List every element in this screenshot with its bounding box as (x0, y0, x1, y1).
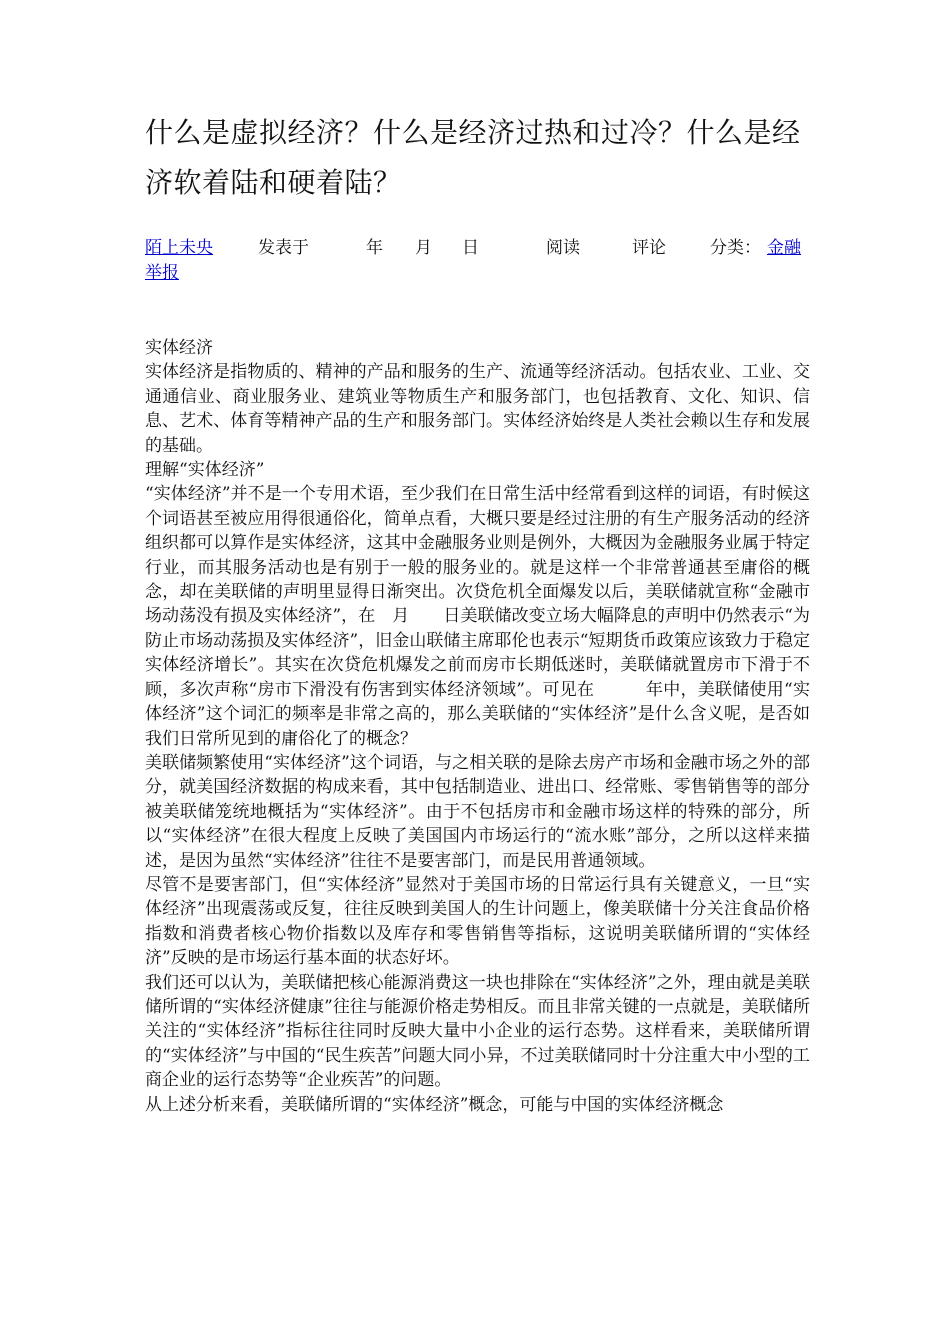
body-paragraph: 实体经济是指物质的、精神的产品和服务的生产、流通等经济活动。包括农业、工业、交通通信业、商业服务业、建筑业等物质生产和服务部门，也包括教育、文化、知识、信息、艺术、体育等精神产品的生产和服务部门。实体经济始终是人类社会赖以生存和发展的基础。 (145, 362, 810, 456)
section-heading: 实体经济 (145, 338, 213, 358)
meta-row (145, 236, 810, 261)
report-link[interactable]: 举报 (145, 263, 179, 283)
body-paragraph: 尽管不是要害部门，但“实体经济”显然对于美国市场的日常运行具有关键意义，一旦“实体经济”出现震荡或反复，往往反映到美国人的生计问题上，像美联储十分关注食品价格指数和消费者核心物价指数以及库存和零售销售等指标，这说明美联储所谓的“实体经济”反映的是市场运行基本面的状态好坏。 (145, 874, 810, 969)
category-link[interactable]: 金融 (767, 238, 801, 258)
read-count-label: 阅读 (546, 238, 580, 258)
month-label: 月 (415, 238, 432, 258)
article-title: 什么是虚拟经济？什么是经济过热和过冷？什么是经济软着陆和硬着陆？ (145, 116, 801, 199)
body-paragraph: 从上述分析来看，美联储所谓的“实体经济”概念，可能与中国的实体经济概念 (145, 1094, 724, 1115)
author-link[interactable]: 陌上未央 (145, 238, 213, 258)
article-meta (145, 236, 810, 286)
body-paragraph: “实体经济”并不是一个专用术语，至少我们在日常生活中经常看到这样的词语，有时候这个词语甚至被应用得很通俗化，简单点看，大概只要是经过注册的有生产服务活动的经济组织都可以算作是实体经济，这其中金融服务业则是例外，大概因为金融服务业属于特定行业，而其服务活动也是有别于一般的服务业的。就是这样一个非常普通甚至庸俗的概念，却在美联储的声明里显得日渐突出。次贷危机全面爆发以后，美联储就宣称“金融市场动荡没有损及实体经济”，在 月 日美联储改变立场大幅降息的声明中仍然表示“为防止市场动荡损及实体经济”，旧金山联储主席耶伦也表示“短期货币政策应该致力于稳定实体经济增长”。其实在次贷危机爆发之前而房市长期低迷时，美联储就置房市下滑于不顾，多次声称“房市下滑没有伤害到实体经济领域”。可见在 年中，美联储使用“实体经济”这个词汇的频率是非常之高的，那么美联储的“实体经济”是什么含义呢，是否如我们日常所见到的庸俗化了的概念？ (145, 484, 810, 749)
day-label: 日 (462, 238, 479, 258)
comment-count-label: 评论 (632, 238, 666, 258)
category-label: 分类： (710, 238, 761, 258)
body-paragraph: 美联储频繁使用“实体经济”这个词语，与之相关联的是除去房产市场和金融市场之外的部分，就美国经济数据的构成来看，其中包括制造业、进出口、经常账、零售销售等的部分被美联储笼统地概括为“实体经济”。由于不包括房市和金融市场这样的特殊的部分，所以“实体经济”在很大程度上反映了美国国内市场运行的“流水账”部分，之所以这样来描述，是因为虽然“实体经济”往往不是要害部门，而是民用普通领域。 (145, 752, 810, 871)
meta-row-2 (145, 261, 810, 286)
year-label: 年 (366, 238, 383, 258)
body-paragraph: 我们还可以认为，美联储把核心能源消费这一块也排除在“实体经济”之外，理由就是美联储所谓的“实体经济健康”往往与能源价格走势相反。而且非常关键的一点就是，美联储所关注的“实体经济”指标往往同时反映大量中小企业的运行态势。这样看来，美联储所谓的“实体经济”与中国的“民生疾苦”问题大同小异，不过美联储同时十分注重大中小型的工商企业的运行态势等“企业疾苦”的问题。 (145, 972, 810, 1091)
article-body (145, 336, 810, 1117)
posted-label: 发表于 (258, 238, 309, 258)
section-heading: 理解“实体经济” (145, 460, 265, 481)
